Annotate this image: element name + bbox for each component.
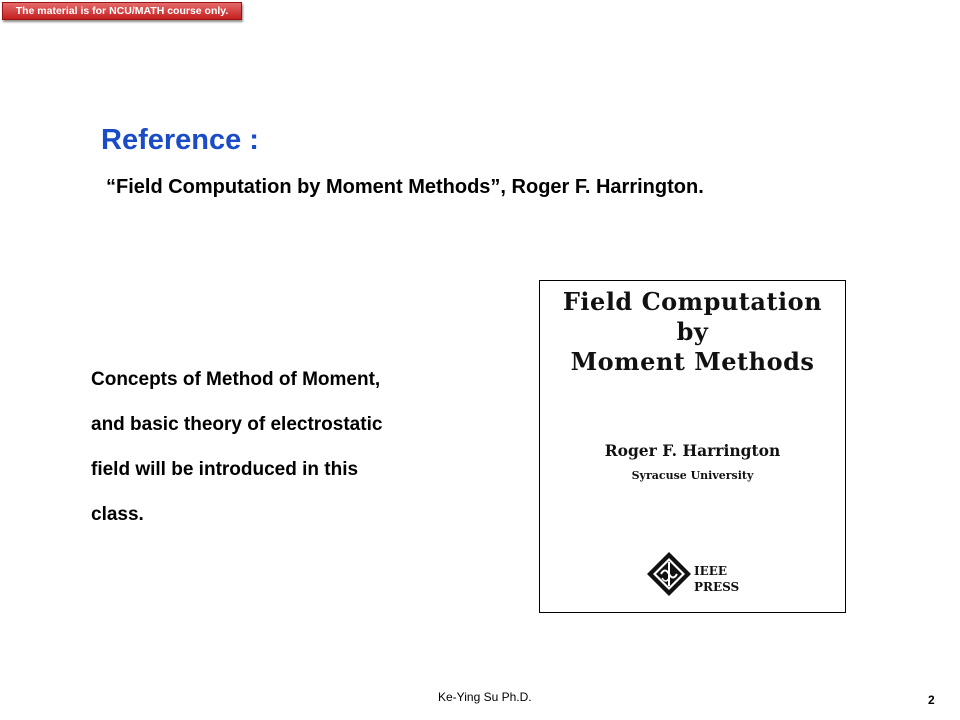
publisher-line: PRESS [694,580,740,594]
book-title-line: Moment Methods [570,347,815,376]
book-cover-author: Roger F. Harrington [604,441,781,460]
reference-citation: “Field Computation by Moment Methods”, Roger F. Harrington. [106,176,704,198]
concepts-line: Concepts of Method of Moment, [91,369,381,390]
reference-heading: Reference : [101,124,259,156]
course-notice-banner: The material is for NCU/MATH course only. [2,2,242,20]
book-cover-publisher [694,563,739,595]
concepts-paragraph [91,357,491,537]
book-cover-affiliation: Syracuse University [631,469,754,482]
concepts-line: class. [91,504,144,525]
publisher-line: IEEE [694,564,728,578]
concepts-line: field will be introduced in this [91,459,359,480]
book-cover-image [539,280,846,613]
book-title-line: Field Computation [562,287,823,316]
book-cover-title [540,287,845,377]
page-number: 2 [928,693,935,707]
concepts-line: and basic theory of electrostatic [91,414,383,435]
book-title-line: by [676,317,709,346]
footer-author: Ke-Ying Su Ph.D. [438,690,532,704]
ieee-logo-icon [646,551,692,597]
